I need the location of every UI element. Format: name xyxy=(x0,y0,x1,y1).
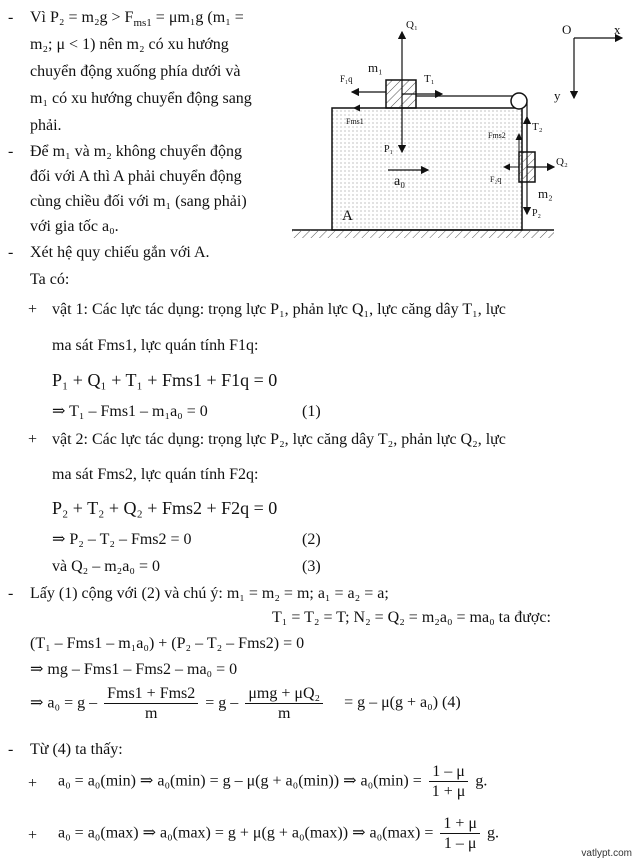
block-a xyxy=(332,108,522,230)
label-a: A xyxy=(342,208,353,224)
equation-1: ⇒ T₁ – Fms1 – m₁a₀ = 0 xyxy=(52,403,208,420)
equation-a0: ⇒ a₀ = g – $\frac{\text{Fms1 + Fms2}}{m}$ = g – $\frac{\text{μmg + μQ₂}}{m}$ = g – μ(g + a₀) (4) xyxy=(30,685,461,723)
bullet-dash: - xyxy=(8,585,14,602)
para1-line4: m₁ có xu hướng chuyển động sang xyxy=(30,90,252,107)
equation-min: a₀ = a₀(min) ⇒ a₀(min) = g – μ(g + a₀(min)) ⇒ a₀(min) = $\frac{1 - \mu}{1 + \mu}$ g. xyxy=(58,763,488,801)
bullet-dash: - xyxy=(8,143,14,160)
label-fms1: Fms1 xyxy=(346,117,364,126)
label-q2: Q₂ xyxy=(556,156,568,168)
physics-diagram xyxy=(292,2,632,242)
bullet-plus: + xyxy=(28,431,38,448)
bullet-dash: - xyxy=(8,244,14,261)
label-t1: T₁ xyxy=(424,73,435,85)
fraction-2: $\frac{\text{μmg + μQ₂}}{m}$ xyxy=(245,684,323,723)
equation-3: và Q₂ – m₂a₀ = 0 xyxy=(52,558,160,575)
para1-line3: chuyển động xuống phía dưới và xyxy=(30,63,241,80)
bullet-dash: - xyxy=(8,9,14,26)
fraction-max: $\frac{1 + \mu}{1 - \mu}$ xyxy=(440,814,480,853)
label-f1q: F₁q xyxy=(340,74,353,84)
label-f2q: F₂q xyxy=(490,175,502,184)
label-p2: P₂ xyxy=(532,208,542,219)
text-v2b: ma sát Fms2, lực quán tính F2q: xyxy=(52,466,259,483)
text-tu4: Từ (4) ta thấy: xyxy=(30,741,123,758)
label-fms2: Fms2 xyxy=(488,131,506,140)
para2-line1: Để m₁ và m₂ không chuyển động xyxy=(30,143,243,160)
equation-max: a₀ = a₀(max) ⇒ a₀(max) = g + μ(g + a₀(max)) ⇒ a₀(max) = $\frac{1 + \mu}{1 - \mu}$ g. xyxy=(58,815,499,853)
bullet-plus: + xyxy=(28,775,38,792)
bullet-dash: - xyxy=(8,741,14,758)
equation-1-vector: P₁ + Q₁ + T₁ + Fms1 + F1q = 0 xyxy=(52,370,278,390)
ground-hatch xyxy=(292,230,554,238)
text-taco: Ta có: xyxy=(30,271,70,288)
label-m1: m₁ xyxy=(368,60,383,75)
fraction-1: $\frac{\text{Fms1 + Fms2}}{m}$ xyxy=(104,684,198,723)
para2-line3: cùng chiều đối với m₁ (sang phải) xyxy=(30,193,247,210)
label-x-axis: x xyxy=(614,22,621,37)
equation-2: ⇒ P₂ – T₂ – Fms2 = 0 xyxy=(52,531,192,548)
equation-sum2: ⇒ mg – Fms1 – Fms2 – ma₀ = 0 xyxy=(30,661,238,678)
equation-sum1: (T₁ – Fms1 – m₁a₀) + (P₂ – T₂ – Fms2) = 0 xyxy=(30,635,305,652)
label-y-axis: y xyxy=(554,88,561,103)
para1-line1: Vì $P_2 = m_2g > F_{ms1} = \mu m_1g$ (m₁ = xyxy=(30,9,244,30)
label-m2: m₂ xyxy=(538,186,553,201)
bullet-plus: + xyxy=(28,301,38,318)
bullet-plus: + xyxy=(28,827,38,844)
text-v2a: vật 2: Các lực tác dụng: trọng lực P₂, lực căng dây T₂, phản lực Q₂, lực xyxy=(52,431,506,448)
equation-1-number: (1) xyxy=(302,403,321,420)
text-xet: Xét hệ quy chiếu gắn với A. xyxy=(30,244,210,261)
text-lay2: T₁ = T₂ = T; N₂ = Q₂ = m₂a₀ = ma₀ ta được: xyxy=(272,609,551,626)
watermark: vatlypt.com xyxy=(581,848,632,859)
equation-3-number: (3) xyxy=(302,558,321,575)
label-p1: P₁ xyxy=(384,144,394,155)
label-t2: T₂ xyxy=(532,121,543,133)
label-origin: O xyxy=(562,22,572,37)
text-v1a: vật 1: Các lực tác dụng: trọng lực P₁, phản lực Q₁, lực căng dây T₁, lực xyxy=(52,301,506,318)
equation-2-vector: P₂ + T₂ + Q₂ + Fms2 + F2q = 0 xyxy=(52,498,278,518)
para1-line2: m₂; μ < 1) nên m₂ có xu hướng xyxy=(30,36,229,53)
para2-line4: với gia tốc a₀. xyxy=(30,218,119,235)
fraction-min: $\frac{1 - \mu}{1 + \mu}$ xyxy=(429,762,469,801)
label-q1: Q₁ xyxy=(406,19,418,31)
label-a0: a₀ xyxy=(394,174,406,189)
para2-line2: đối với A thì A phải chuyển động xyxy=(30,168,242,185)
pulley xyxy=(511,93,527,109)
equation-2-number: (2) xyxy=(302,531,321,548)
text-lay: Lấy (1) cộng với (2) và chú ý: m₁ = m₂ = m; a₁ = a₂ = a; xyxy=(30,585,389,602)
para1-line5: phải. xyxy=(30,117,62,134)
text-v1b: ma sát Fms1, lực quán tính F1q: xyxy=(52,337,259,354)
